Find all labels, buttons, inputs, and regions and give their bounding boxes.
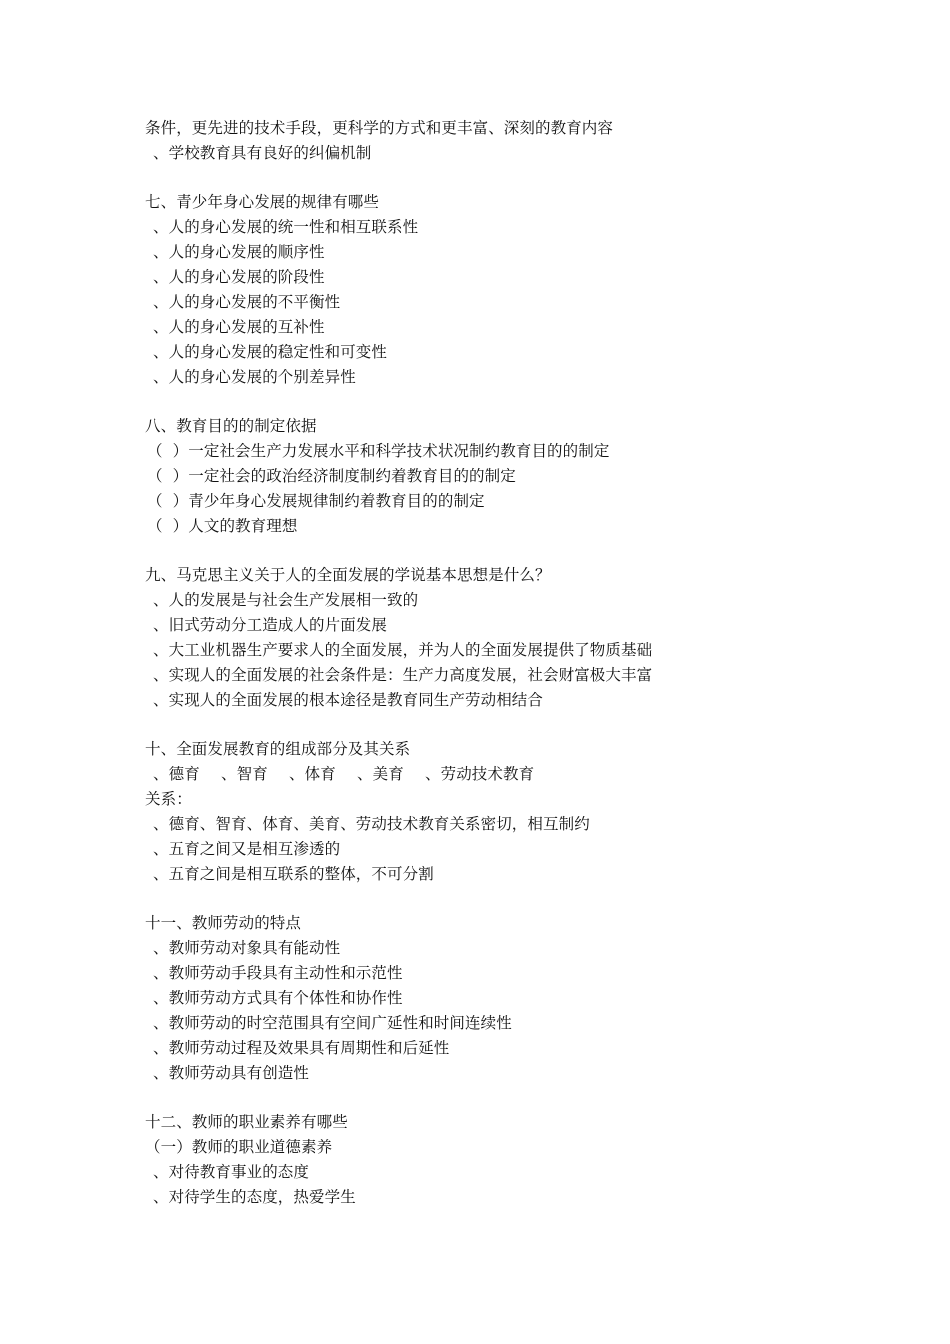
list-item: 、教师劳动具有创造性 [153, 1064, 310, 1082]
section-11-title: 十一、教师劳动的特点 [145, 914, 302, 932]
component-moral: 、德育 [153, 765, 200, 783]
list-item: 、对待学生的态度，热爱学生 [153, 1188, 356, 1206]
list-item: （ ）一定社会生产力发展水平和科学技术状况制约教育目的的制定 [147, 442, 610, 460]
list-item: 、人的身心发展的互补性 [153, 318, 325, 336]
list-item: （ ）一定社会的政治经济制度制约着教育目的的制定 [147, 467, 516, 485]
list-item: 、实现人的全面发展的社会条件是：生产力高度发展，社会财富极大丰富 [153, 666, 653, 684]
intro-line-1: 条件，更先进的技术手段，更科学的方式和更丰富、深刻的教育内容 [145, 119, 614, 137]
list-item: 、德育、智育、体育、美育、劳动技术教育关系密切，相互制约 [153, 815, 590, 833]
relation-label: 关系： [145, 790, 192, 808]
list-item: 、五育之间是相互联系的整体，不可分割 [153, 865, 434, 883]
education-components-row [145, 762, 905, 787]
component-aesthetic: 、美育 [357, 765, 404, 783]
list-item: 、五育之间又是相互渗透的 [153, 840, 341, 858]
section-12-subtitle: （一）教师的职业道德素养 [145, 1138, 333, 1156]
list-item: 、人的身心发展的统一性和相互联系性 [153, 218, 419, 236]
section-8-title: 八、教育目的的制定依据 [145, 417, 317, 435]
list-item: 、旧式劳动分工造成人的片面发展 [153, 616, 388, 634]
intro-line-2: 、学校教育具有良好的纠偏机制 [153, 144, 372, 162]
section-7-title: 七、青少年身心发展的规律有哪些 [145, 193, 380, 211]
section-gap [145, 390, 905, 414]
list-item: 、对待教育事业的态度 [153, 1163, 310, 1181]
section-gap [145, 166, 905, 190]
list-item: 、大工业机器生产要求人的全面发展，并为人的全面发展提供了物质基础 [153, 641, 653, 659]
section-gap [145, 1086, 905, 1110]
list-item: 、人的身心发展的个别差异性 [153, 368, 356, 386]
component-physical: 、体育 [289, 765, 336, 783]
list-item: 、实现人的全面发展的根本途径是教育同生产劳动相结合 [153, 691, 544, 709]
list-item: 、人的身心发展的顺序性 [153, 243, 325, 261]
list-item: 、教师劳动的时空范围具有空间广延性和时间连续性 [153, 1014, 512, 1032]
document-page [145, 116, 905, 1210]
list-item: 、人的身心发展的不平衡性 [153, 293, 341, 311]
list-item: 、人的身心发展的阶段性 [153, 268, 325, 286]
component-labor: 、劳动技术教育 [425, 765, 535, 783]
list-item: 、教师劳动手段具有主动性和示范性 [153, 964, 403, 982]
section-10-title: 十、全面发展教育的组成部分及其关系 [145, 740, 411, 758]
section-gap [145, 539, 905, 563]
list-item: 、人的发展是与社会生产发展相一致的 [153, 591, 419, 609]
section-12-title: 十二、教师的职业素养有哪些 [145, 1113, 348, 1131]
component-intellectual: 、智育 [221, 765, 268, 783]
section-9-title: 九、马克思主义关于人的全面发展的学说基本思想是什么？ [145, 566, 551, 584]
list-item: （ ）青少年身心发展规律制约着教育目的的制定 [147, 492, 485, 510]
list-item: 、教师劳动方式具有个体性和协作性 [153, 989, 403, 1007]
list-item: 、人的身心发展的稳定性和可变性 [153, 343, 388, 361]
list-item: 、教师劳动过程及效果具有周期性和后延性 [153, 1039, 450, 1057]
list-item: 、教师劳动对象具有能动性 [153, 939, 341, 957]
section-gap [145, 887, 905, 911]
section-gap [145, 713, 905, 737]
list-item: （ ）人文的教育理想 [147, 517, 298, 535]
